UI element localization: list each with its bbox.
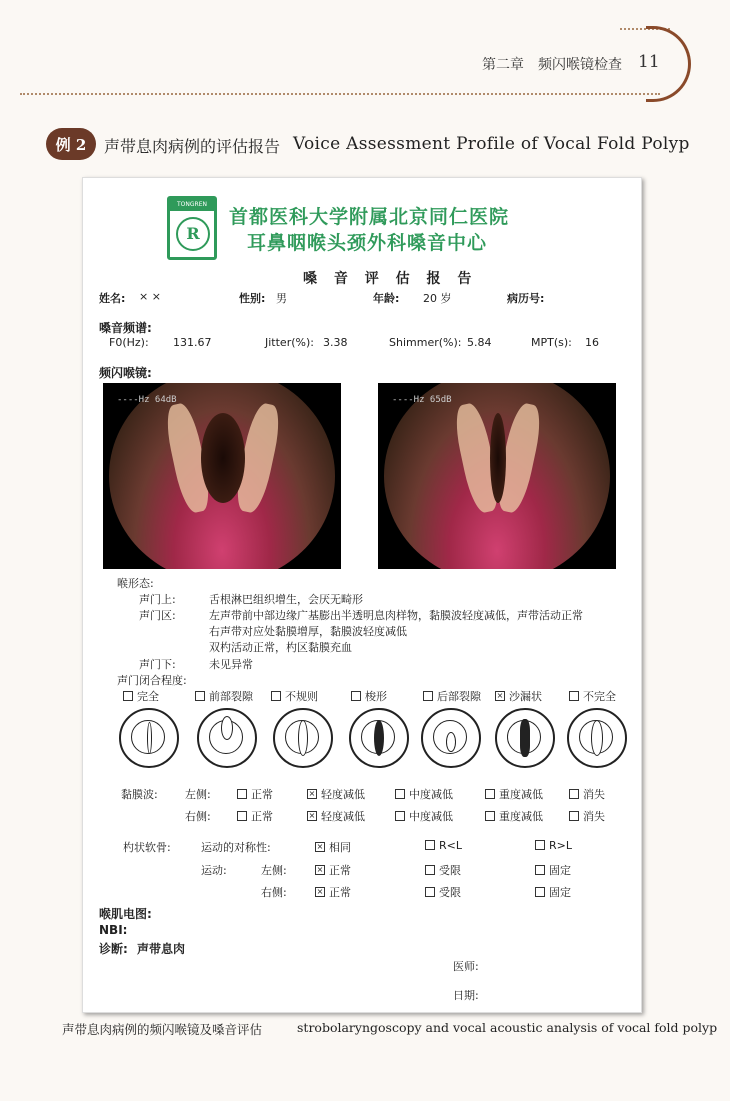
symmetry-option-label: R<L (439, 839, 462, 852)
glottic-label: 声门区: (139, 609, 176, 622)
supraglottic-label: 声门上: (139, 593, 176, 606)
motion-left-option[interactable] (535, 862, 571, 878)
closure-option-label: 不完全 (583, 690, 616, 703)
patient-name: × × (139, 290, 161, 303)
closure-option-label: 沙漏状 (509, 690, 542, 703)
logo-glyph: R (176, 217, 210, 251)
closure-option-label: 梭形 (365, 690, 387, 703)
subglottic-label: 声门下: (139, 658, 176, 671)
checkbox[interactable] (535, 865, 545, 875)
checkbox[interactable] (195, 691, 205, 701)
example-title-en: Voice Assessment Profile of Vocal Fold Polyp (293, 134, 690, 154)
checkbox[interactable] (569, 691, 579, 701)
closure-option[interactable] (271, 688, 318, 704)
checkbox[interactable] (425, 865, 435, 875)
checkbox[interactable] (425, 887, 435, 897)
glottis-diagram (273, 708, 333, 768)
closure-option-label: 前部裂隙 (209, 690, 253, 703)
jitter-value: 3.38 (323, 336, 348, 349)
checkbox[interactable]: × (316, 887, 324, 896)
motion-left-option[interactable] (315, 862, 351, 878)
closure-option[interactable] (569, 688, 616, 704)
checkbox[interactable] (237, 789, 247, 799)
motion-left-option-label: 正常 (329, 864, 351, 877)
closure-option[interactable] (351, 688, 387, 704)
checkbox[interactable] (485, 811, 495, 821)
checkbox[interactable]: × (316, 842, 324, 851)
mucosal-right-label: 右侧: (185, 810, 211, 823)
glottis-diagram (197, 708, 257, 768)
department-name: 耳鼻咽喉头颈外科嗓音中心 (247, 232, 488, 254)
motion-left-label: 左侧: (261, 864, 287, 877)
closure-option-label: 后部裂隙 (437, 690, 481, 703)
jitter-label: Jitter(%): (265, 336, 314, 349)
date-label: 日期: (453, 989, 479, 1002)
mucosal-left-option[interactable] (307, 786, 365, 802)
emg-label: 喉肌电图: (99, 907, 152, 921)
arytenoid-heading: 杓状软骨: (123, 841, 171, 854)
report-title: 嗓 音 评 估 报 告 (303, 271, 478, 287)
glottic-text-2: 右声带对应处黏膜增厚，黏膜波轻度减低 (209, 625, 407, 638)
nbi-label: NBI: (99, 923, 128, 937)
stroboscopy-image-open (103, 383, 341, 569)
age-label: 年龄: (373, 292, 400, 305)
image-stamp-right: ----Hz 65dB (392, 395, 452, 405)
checkbox[interactable] (395, 811, 405, 821)
motion-right-option-label: 固定 (549, 886, 571, 899)
closure-option[interactable] (123, 688, 159, 704)
diagnosis-value: 声带息肉 (137, 942, 186, 956)
closure-option[interactable] (423, 688, 481, 704)
checkbox[interactable] (271, 691, 281, 701)
glottis-diagram (421, 708, 481, 768)
checkbox[interactable]: × (308, 789, 316, 798)
mucosal-right-option[interactable] (485, 808, 543, 824)
caption-cn: 声带息肉病例的频闪喉镜及嗓音评估 (62, 1022, 263, 1037)
motion-label: 运动: (201, 864, 227, 877)
symmetry-option[interactable] (315, 839, 351, 855)
glottis-diagram (349, 708, 409, 768)
glottis-diagram (495, 708, 555, 768)
chapter-title: 第二章 频闪喉镜检查 (482, 57, 622, 73)
page-number: 11 (638, 52, 660, 72)
closure-option[interactable] (495, 688, 542, 704)
f0-label: F0(Hz): (109, 336, 149, 349)
stroboscopy-image-closed (378, 383, 616, 569)
example-badge: 例 2 (46, 128, 96, 160)
checkbox[interactable] (395, 789, 405, 799)
motion-right-option-label: 正常 (329, 886, 351, 899)
glottic-text-1: 左声带前中部边缘广基膨出半透明息肉样物，黏膜波轻度减低，声带活动正常 (209, 609, 583, 622)
motion-right-option[interactable] (315, 884, 351, 900)
checkbox[interactable] (425, 840, 435, 850)
glottic-text-3: 双杓活动正常，杓区黏膜充血 (209, 641, 352, 654)
mucosal-left-option-label: 消失 (583, 788, 605, 801)
voice-assessment-report (82, 177, 642, 1013)
mucosal-right-option-label: 消失 (583, 810, 605, 823)
morphology-heading: 喉形态: (117, 577, 154, 590)
mucosal-left-option-label: 轻度减低 (321, 788, 365, 801)
shimmer-label: Shimmer(%): (389, 336, 462, 349)
checkbox[interactable] (351, 691, 361, 701)
closure-option-label: 完全 (137, 690, 159, 703)
glottis-diagram (567, 708, 627, 768)
mucosal-right-option-label: 正常 (251, 810, 273, 823)
stroboscopy-heading: 频闪喉镜: (99, 366, 152, 380)
glottis-diagram (119, 708, 179, 768)
checkbox[interactable] (569, 811, 579, 821)
checkbox[interactable]: × (316, 865, 324, 874)
diagnosis-label: 诊断: (99, 942, 128, 956)
checkbox[interactable]: × (308, 811, 316, 820)
symmetry-option[interactable] (535, 839, 572, 852)
closure-option-label: 不规则 (285, 690, 318, 703)
mucosal-left-option[interactable] (485, 786, 543, 802)
checkbox[interactable] (123, 691, 133, 701)
mucosal-right-option-label: 重度减低 (499, 810, 543, 823)
checkbox[interactable] (485, 789, 495, 799)
symmetry-option[interactable] (425, 839, 462, 852)
f0-value: 131.67 (173, 336, 212, 349)
closure-heading: 声门闭合程度: (117, 674, 187, 687)
checkbox[interactable] (237, 811, 247, 821)
doctor-label: 医师: (453, 960, 479, 973)
hospital-logo (167, 196, 217, 260)
mucosal-wave-heading: 黏膜波: (121, 788, 158, 801)
motion-right-option-label: 受限 (439, 886, 461, 899)
mucosal-left-option-label: 正常 (251, 788, 273, 801)
shimmer-value: 5.84 (467, 336, 492, 349)
mucosal-right-option[interactable] (307, 808, 365, 824)
patient-age: 20 岁 (423, 292, 452, 305)
mucosal-left-option[interactable] (237, 786, 273, 802)
motion-right-label: 右侧: (261, 886, 287, 899)
motion-right-option[interactable] (425, 884, 461, 900)
mucosal-left-option-label: 重度减低 (499, 788, 543, 801)
patient-sex: 男 (276, 292, 287, 305)
mucosal-right-option-label: 轻度减低 (321, 810, 365, 823)
name-label: 姓名: (99, 292, 126, 305)
checkbox[interactable] (535, 840, 545, 850)
mucosal-left-option[interactable] (395, 786, 453, 802)
motion-right-option[interactable] (535, 884, 571, 900)
motion-left-option-label: 受限 (439, 864, 461, 877)
mucosal-left-option[interactable] (569, 786, 605, 802)
supraglottic-text: 舌根淋巴组织增生，会厌无畸形 (209, 593, 363, 606)
symmetry-option-label: 相同 (329, 841, 351, 854)
checkbox[interactable] (569, 789, 579, 799)
checkbox[interactable] (423, 691, 433, 701)
checkbox[interactable]: × (496, 691, 504, 700)
acoustic-heading: 嗓音频谱: (99, 321, 152, 335)
logo-text: TONGREN (170, 199, 214, 211)
motion-left-option-label: 固定 (549, 864, 571, 877)
mpt-label: MPT(s): (531, 336, 572, 349)
record-label: 病历号: (507, 292, 545, 305)
symmetry-label: 运动的对称性: (201, 841, 271, 854)
image-stamp-left: ----Hz 64dB (117, 395, 177, 405)
mucosal-right-option-label: 中度减低 (409, 810, 453, 823)
closure-option[interactable] (195, 688, 253, 704)
mucosal-left-option-label: 中度减低 (409, 788, 453, 801)
mucosal-right-option[interactable] (395, 808, 453, 824)
mpt-value: 16 (585, 336, 599, 349)
header-dotted-rule (20, 93, 660, 95)
mucosal-left-label: 左侧: (185, 788, 211, 801)
mucosal-right-option[interactable] (237, 808, 273, 824)
sex-label: 性别: (239, 292, 266, 305)
mucosal-right-option[interactable] (569, 808, 605, 824)
motion-left-option[interactable] (425, 862, 461, 878)
hospital-name: 首都医科大学附属北京同仁医院 (229, 206, 510, 228)
subglottic-text: 未见异常 (209, 658, 253, 671)
example-title-cn: 声带息肉病例的评估报告 (104, 137, 281, 156)
checkbox[interactable] (535, 887, 545, 897)
caption-en: strobolaryngoscopy and vocal acoustic analysis of vocal fold polyp (297, 1020, 718, 1035)
symmetry-option-label: R>L (549, 839, 572, 852)
